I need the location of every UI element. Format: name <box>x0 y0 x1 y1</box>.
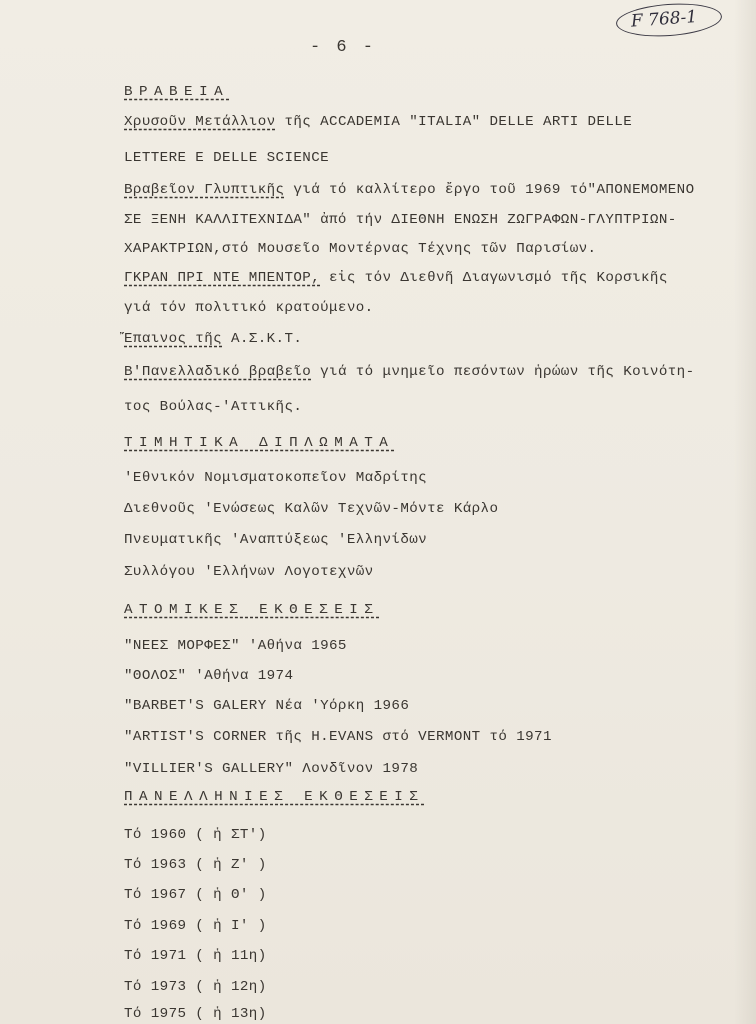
solo-exhibitions-heading: ΑΤΟΜΙΚΕΣ ΕΚΘΕΣΕΙΣ <box>124 602 380 618</box>
award-text: ΧΑΡΑΚΤΡΙΩΝ,στό Μουσεῖο Μοντέρνας Τέχνης τῶν Παρισίων. <box>124 241 597 257</box>
award-lead: Β'Πανελλαδικό βραβεῖο <box>124 364 312 380</box>
award-line <box>124 364 695 380</box>
award-line <box>124 241 596 257</box>
solo-exhibition-item: "VILLIER'S GALLERY" Λονδῖνον 1978 <box>124 761 419 777</box>
award-text: ΣΕ ΞΕΝΗ ΚΑΛΛΙΤΕΧΝΙΔΑ" ἀπό τήν ΔΙΕΘΝΗ ΕΝΩΣΗ ΖΩΓΡΑΦΩΝ-ΓΛΥΠΤΡΙΩΝ- <box>124 212 677 228</box>
page-number: - 6 - <box>310 38 377 57</box>
award-line <box>124 270 668 286</box>
panhellenic-item: Τό 1963 ( ἡ Ζ' ) <box>124 857 267 873</box>
diploma-item: Διεθνοῦς 'Ενώσεως Καλῶν Τεχνῶν-Μόντε Κάρλο <box>124 501 499 517</box>
handwritten-archive-number <box>615 0 723 39</box>
solo-exhibition-item: "ΝΕΕΣ ΜΟΡΦΕΣ" 'Αθήνα 1965 <box>124 638 347 654</box>
award-text: γιά τό μνημεῖο πεσόντων ἡρώων τῆς Κοινότη- <box>311 364 695 380</box>
diploma-item: 'Εθνικόν Νομισματοκοπεῖον Μαδρίτης <box>124 470 428 486</box>
handwritten-note-text: F 768-1 <box>630 7 698 32</box>
award-line <box>124 300 374 316</box>
award-text: LETTERE E DELLE SCIENCE <box>124 150 330 166</box>
award-text: τῆς ACCADEMIA "ITALIA" DELLE ARTI DELLE <box>275 114 633 130</box>
award-text: τος Βούλας-'Αττικῆς. <box>124 399 303 415</box>
award-text: εἰς τόν Διεθνῆ Διαγωνισμό τῆς Κορσικῆς <box>320 270 668 286</box>
solo-exhibition-item: "BARBET'S GALERY Νέα 'Υόρκη 1966 <box>124 698 410 714</box>
awards-heading: ΒΡΑΒΕΙΑ <box>124 84 230 100</box>
solo-exhibition-item: "ΘΟΛΟΣ" 'Αθήνα 1974 <box>124 668 294 684</box>
award-lead: Βραβεῖον Γλυπτικῆς <box>124 182 285 198</box>
panhellenic-exhibitions-heading: ΠΑΝΕΛΛΗΝΙΕΣ ΕΚΘΕΣΕΙΣ <box>124 789 425 805</box>
panhellenic-item: Τό 1973 ( ἡ 12η) <box>124 979 267 995</box>
award-line <box>124 182 695 198</box>
panhellenic-item: Τό 1960 ( ἡ ΣΤ') <box>124 827 267 843</box>
panhellenic-item: Τό 1975 ( ἡ 13η) <box>124 1006 267 1022</box>
award-text: γιά τό καλλίτερο ἔργο τοῦ 1969 τό"ΑΠΟΝΕΜΟΜΕΝΟ <box>284 182 695 198</box>
award-lead: Ἔπαινος τῆς <box>124 331 223 347</box>
award-line <box>124 331 302 347</box>
award-line <box>124 150 329 166</box>
diplomas-heading: ΤΙΜΗΤΙΚΑ ΔΙΠΛΩΜΑΤΑ <box>124 435 395 451</box>
award-text: Α.Σ.Κ.Τ. <box>222 331 303 347</box>
panhellenic-item: Τό 1971 ( ἡ 11η) <box>124 948 267 964</box>
award-lead: ΓΚΡΑΝ ΠΡΙ ΝΤΕ ΜΠΕΝΤΟΡ, <box>124 270 321 286</box>
panhellenic-item: Τό 1969 ( ἡ Ι' ) <box>124 918 267 934</box>
award-line <box>124 212 677 228</box>
award-text: γιά τόν πολιτικό κρατούμενο. <box>124 300 374 316</box>
diploma-item: Πνευματικῆς 'Αναπτύξεως 'Ελληνίδων <box>124 532 428 548</box>
award-line <box>124 114 632 130</box>
award-lead: Χρυσοῦν Μετάλλιον <box>124 114 276 130</box>
panhellenic-item: Τό 1967 ( ἡ Θ' ) <box>124 887 267 903</box>
diploma-item: Συλλόγου 'Ελλήνων Λογοτεχνῶν <box>124 564 374 580</box>
paper-edge-shadow <box>734 0 756 1024</box>
award-line <box>124 399 302 415</box>
solo-exhibition-item: "ARTIST'S CORNER τῆς H.EVANS στό VERMONT τό 1971 <box>124 729 552 745</box>
